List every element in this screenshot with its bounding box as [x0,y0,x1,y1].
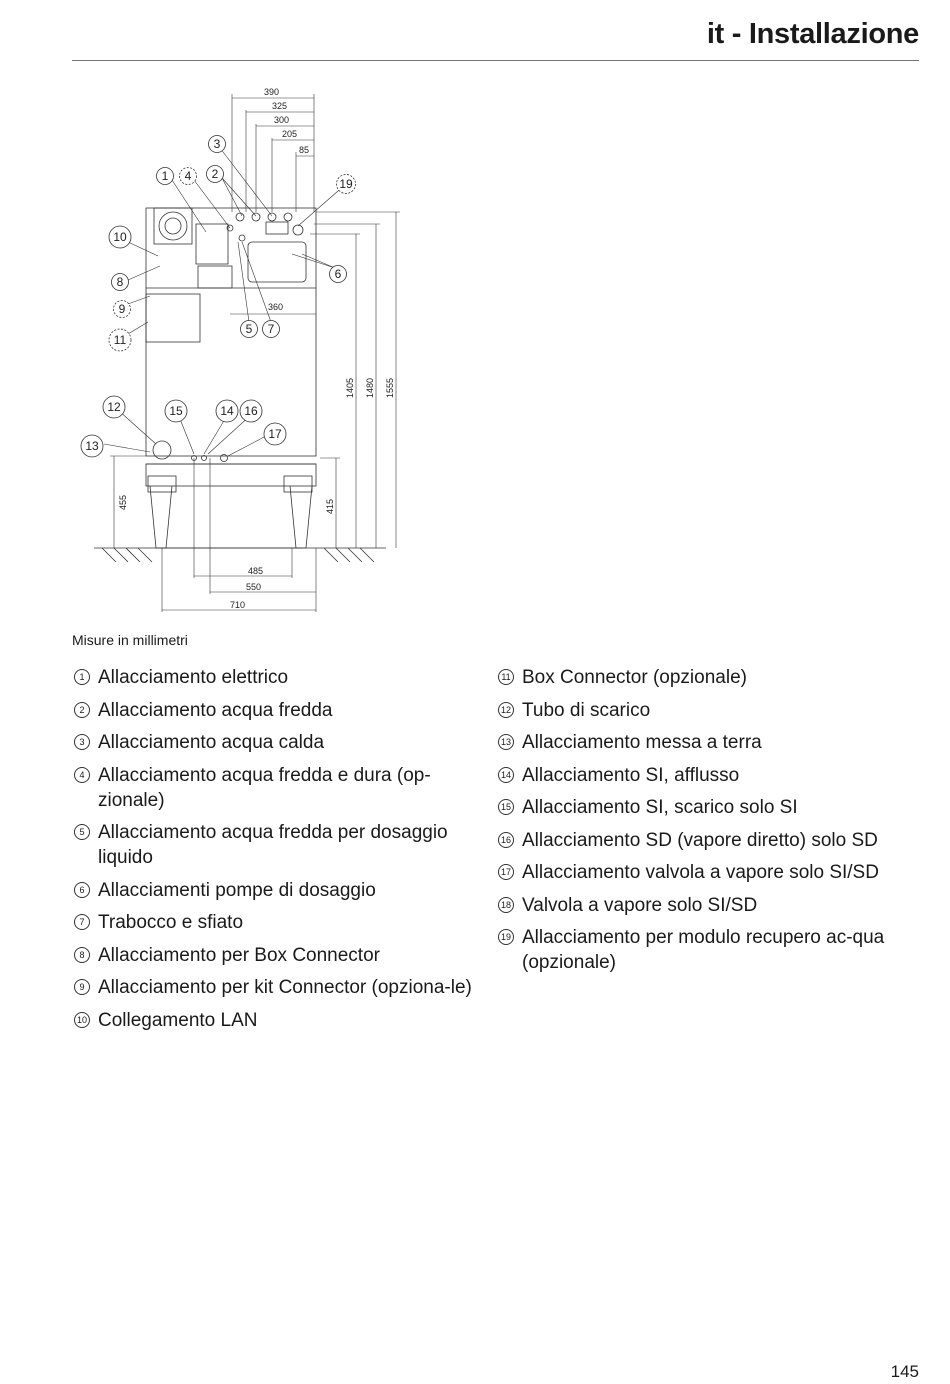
installation-dimension-diagram [70,82,410,622]
legend-text: Allacciamento valvola a vapore solo SI/SD [522,862,879,883]
legend-text: Allacciamento messa a terra [522,732,762,753]
legend-item [498,893,923,918]
legend-item [74,943,494,968]
legend-number: 14 [498,767,514,783]
legend-number: 11 [498,669,514,685]
legend-item [74,878,494,903]
dimension-390: 390 [264,87,280,97]
legend-text: Allacciamento per Box Connector [98,944,380,966]
legend-text: Allacciamento acqua calda [98,732,325,753]
callout-11: 11 [113,333,127,347]
legend-item [74,1008,494,1033]
dimension-415: 415 [325,498,335,514]
legend-item [74,665,494,690]
dimension-710: 710 [230,600,246,610]
legend-number: 16 [498,832,514,848]
legend-number: 4 [74,767,90,783]
legend-number: 5 [74,824,90,840]
legend-number: 1 [74,669,90,685]
legend-item [498,925,923,975]
legend-item [498,828,923,853]
legend-item [74,763,494,813]
legend-item [498,763,923,788]
callout-17: 17 [268,427,282,441]
legend-text: Allacciamento SI, afflusso [522,764,740,786]
legend-number: 13 [498,734,514,750]
callout-13: 13 [85,439,99,453]
legend-text: Tubo di scarico [522,699,651,721]
legend-number: 7 [74,914,90,930]
legend-text: Allacciamento elettrico [98,667,289,688]
legend-text: Trabocco e sfiato [98,912,244,933]
legend-number: 15 [498,799,514,815]
dimension-1480: 1480 [365,377,375,398]
callout-6: 6 [334,267,342,281]
callout-9: 9 [118,302,126,316]
callout-16: 16 [244,404,258,418]
legend-number: 19 [498,929,514,945]
legend-item [498,665,923,690]
callout-7: 7 [267,322,275,336]
legend-item [498,698,923,723]
legend-item [74,910,494,935]
dimension-205: 205 [282,129,298,139]
legend-text: Allacciamento per kit Connector (opziona-le) [98,977,472,998]
legend-item [74,820,494,870]
dimension-1405: 1405 [345,377,355,398]
page-header-title: it - Installazione [706,18,919,50]
legend-item [74,698,494,723]
legend-left-column [74,665,494,1040]
legend-item [498,730,923,755]
callout-12: 12 [107,400,121,414]
dimension-485: 485 [248,566,264,576]
header-divider [72,60,919,61]
dimension-455: 455 [118,494,128,510]
legend-text: Allacciamento acqua fredda e dura (op-zionale) [98,764,431,811]
legend-text: Allacciamento acqua fredda [98,699,333,721]
callout-5: 5 [245,322,253,336]
callout-8: 8 [116,275,124,289]
callout-15: 15 [169,404,183,418]
legend-number: 10 [74,1012,90,1028]
legend-right-column [498,665,923,983]
dimension-300: 300 [274,115,290,125]
legend-number: 17 [498,864,514,880]
legend-number: 9 [74,979,90,995]
dimension-360: 360 [268,302,284,312]
callout-2: 2 [211,167,219,181]
legend-text: Allacciamenti pompe di dosaggio [98,879,376,901]
legend-number: 6 [74,882,90,898]
legend-number: 8 [74,947,90,963]
dimension-550: 550 [246,582,262,592]
legend-item [498,860,923,885]
legend-text: Allacciamento per modulo recupero ac-qua (opzionale) [522,927,885,973]
legend-number: 3 [74,734,90,750]
legend-item [498,795,923,820]
figure-caption: Misure in millimetri [72,632,188,648]
legend-text: Allacciamento acqua fredda per dosaggio liquido [98,822,448,868]
callout-1: 1 [161,169,169,183]
legend-number: 12 [498,702,514,718]
legend-number: 18 [498,897,514,913]
callout-14: 14 [220,404,234,418]
callout-4: 4 [184,169,192,183]
legend-item [74,975,494,1000]
legend-text: Valvola a vapore solo SI/SD [522,894,758,916]
dimension-1555: 1555 [385,377,395,398]
callout-10: 10 [113,230,127,244]
callout-19: 19 [339,177,353,191]
page-number: 145 [890,1362,919,1381]
legend-number: 2 [74,702,90,718]
legend-text: Allacciamento SD (vapore diretto) solo SD [522,829,878,851]
dimension-325: 325 [272,101,288,111]
legend-text: Collegamento LAN [98,1009,258,1031]
legend-text: Box Connector (opzionale) [522,667,747,688]
callout-3: 3 [213,137,221,151]
legend-item [74,730,494,755]
dimension-85: 85 [299,145,310,155]
legend-text: Allacciamento SI, scarico solo SI [522,797,798,818]
